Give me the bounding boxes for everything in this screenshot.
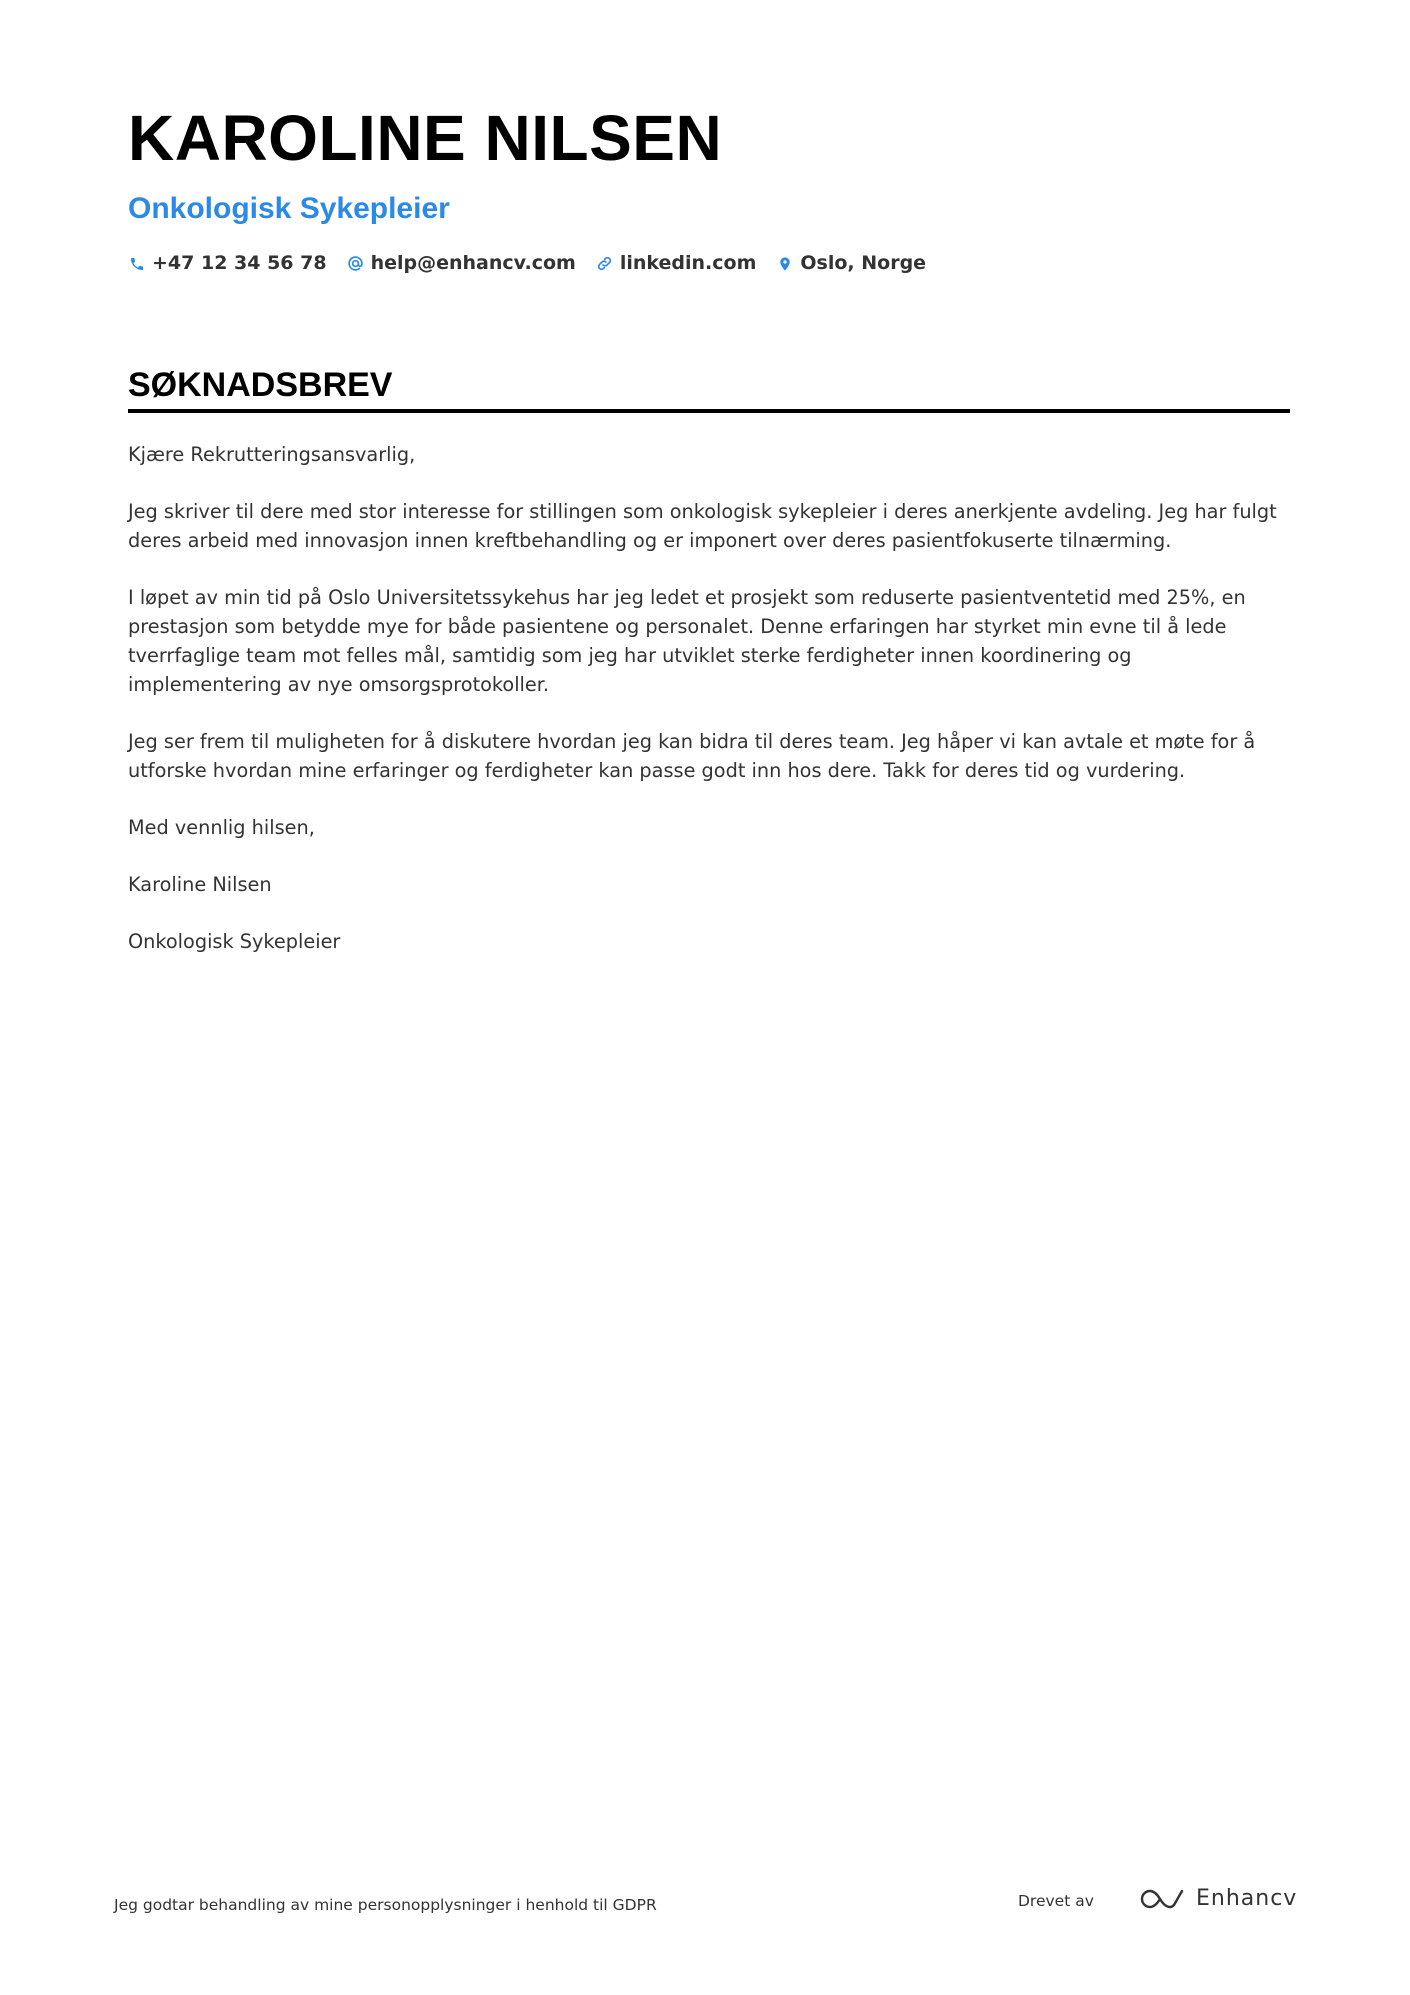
at-icon — [347, 255, 365, 273]
contact-phone-text: +47 12 34 56 78 — [152, 252, 327, 274]
candidate-role: Onkologisk Sykepleier — [128, 192, 450, 225]
gdpr-consent-text: Jeg godtar behandling av mine personopplysninger i henhold til GDPR — [114, 1896, 657, 1914]
contact-email[interactable] — [347, 254, 576, 273]
candidate-name: KAROLINE NILSEN — [128, 102, 723, 174]
section-title: SØKNADSBREV — [128, 366, 393, 404]
enhancv-wordmark: Enhancv — [1196, 1886, 1298, 1911]
letter-paragraph: I løpet av min tid på Oslo Universitetssykehus har jeg ledet et prosjekt som reduserte pasientventetid med 25%, en prestasjon som betydde mye for både pasientene og personalet. Denne erfaringen har styrket min evne til å lede tverrfaglige team mot felles mål, samtidig som jeg har utviklet sterke ferdigheter innen koordinering og implementering av nye omsorgsprotokoller. — [128, 586, 1246, 696]
contact-linkedin-text: linkedin.com — [619, 252, 757, 274]
enhancv-logo[interactable] — [1138, 1886, 1297, 1912]
location-pin-icon — [776, 255, 794, 273]
letter-paragraph: Jeg skriver til dere med stor interesse for stillingen som onkologisk sykepleier i deres anerkjente avdeling. Jeg har fulgt deres arbeid med innovasjon innen kreftbehandling og er imponert over deres pasientfokuserte tilnærming. — [128, 500, 1277, 552]
section-divider — [128, 409, 1290, 413]
letter-body — [128, 440, 1290, 984]
contact-location — [776, 254, 926, 273]
contact-email-text: help@enhancv.com — [370, 252, 576, 274]
letter-paragraph: Jeg ser frem til muligheten for å diskutere hvordan jeg kan bidra til deres team. Jeg håper vi kan avtale et møte for å utforske hvordan mine erfaringer og ferdigheter kan passe godt inn hos dere. Takk for deres tid og vurdering. — [128, 730, 1256, 782]
contact-linkedin[interactable] — [596, 254, 757, 273]
letter-greeting: Kjære Rekrutteringsansvarlig, — [128, 443, 416, 466]
link-icon — [596, 255, 614, 273]
contact-phone[interactable] — [128, 254, 327, 273]
enhancv-mark-icon — [1138, 1886, 1186, 1912]
signature-title: Onkologisk Sykepleier — [128, 930, 341, 953]
contact-bar — [128, 254, 946, 273]
contact-location-text: Oslo, Norge — [800, 252, 927, 274]
signature-name: Karoline Nilsen — [128, 873, 272, 896]
letter-closing: Med vennlig hilsen, — [128, 816, 315, 839]
phone-icon — [128, 255, 146, 273]
powered-by-label: Drevet av — [1018, 1892, 1094, 1910]
